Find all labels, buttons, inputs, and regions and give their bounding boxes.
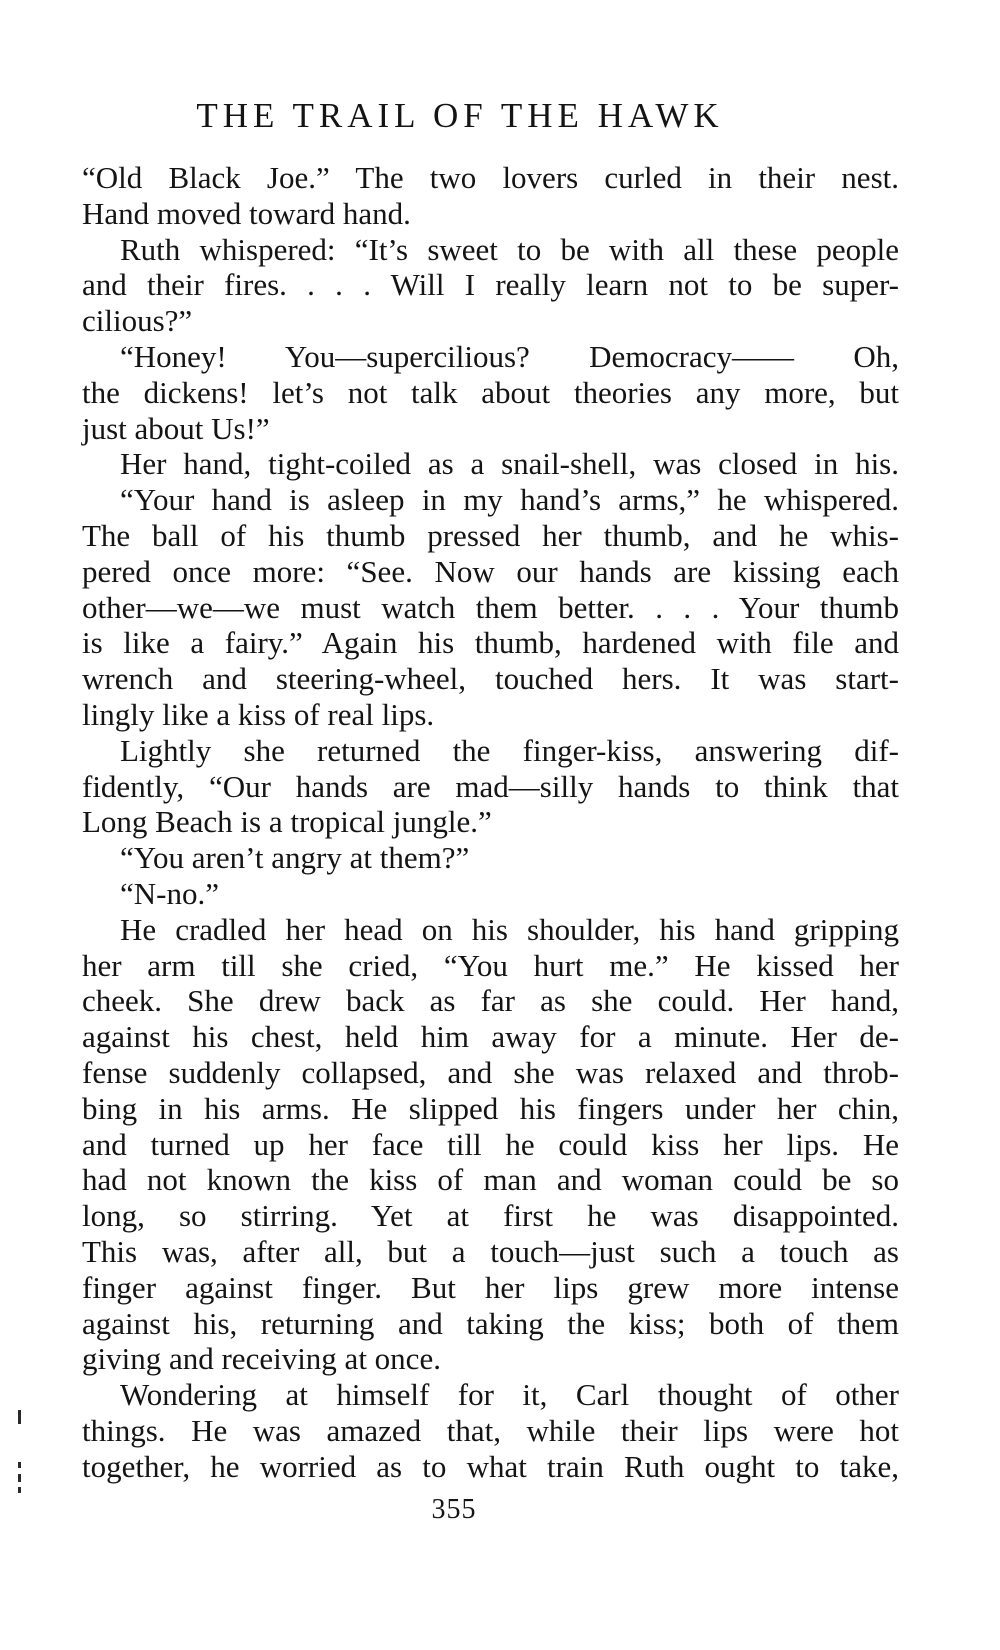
text-line: Ruth whispered: “It’s sweet to be with all these people (120, 231, 899, 267)
margin-mark (18, 1474, 21, 1482)
body-text (82, 160, 899, 1484)
margin-mark (18, 1410, 21, 1424)
text-line: Hand moved toward hand. (82, 195, 411, 231)
text-line: wrench and steering-wheel, touched hers. It was start- (82, 661, 899, 697)
text-line: just about Us!” (82, 410, 270, 446)
margin-mark (18, 1487, 21, 1493)
text-line: fense suddenly collapsed, and she was relaxed and throb- (82, 1054, 899, 1090)
text-line: Lightly she returned the finger-kiss, answering dif- (120, 732, 899, 768)
text-line: things. He was amazed that, while their lips were hot (82, 1412, 899, 1448)
text-line: the dickens! let’s not talk about theories any more, but (82, 374, 899, 410)
text-line: against his, returning and taking the kiss; both of them (82, 1305, 899, 1341)
text-line: “Old Black Joe.” The two lovers curled in their nest. (82, 160, 899, 195)
text-line: “You aren’t angry at them?” (120, 840, 470, 876)
text-line: “Your hand is asleep in my hand’s arms,” he whispered. (120, 482, 899, 518)
text-line: and turned up her face till he could kiss her lips. He (82, 1126, 899, 1162)
page-number: 355 (431, 1494, 477, 1525)
running-head: THE TRAIL OF THE HAWK (196, 96, 724, 135)
margin-mark (18, 1462, 21, 1468)
text-line: her arm till she cried, “You hurt me.” He kissed her (82, 947, 899, 983)
text-line: and their fires. . . . Will I really learn not to be super- (82, 267, 899, 303)
text-line: had not known the kiss of man and woman could be so (82, 1162, 899, 1198)
text-line: pered once more: “See. Now our hands are kissing each (82, 553, 899, 589)
text-line: Long Beach is a tropical jungle.” (82, 804, 492, 840)
text-line: “N-no.” (120, 875, 219, 911)
text-line: cilious?” (82, 303, 193, 339)
text-line: cheek. She drew back as far as she could. Her hand, (82, 983, 899, 1019)
text-line: Her hand, tight-coiled as a snail-shell, was closed in his. (120, 446, 899, 482)
text-line: together, he worried as to what train Ruth ought to take, (82, 1448, 899, 1484)
text-line: This was, after all, but a touch—just such a touch as (82, 1233, 899, 1269)
text-line: against his chest, held him away for a minute. Her de- (82, 1019, 899, 1055)
text-line: finger against finger. But her lips grew more intense (82, 1269, 899, 1305)
text-line: The ball of his thumb pressed her thumb, and he whis- (82, 517, 899, 553)
text-line: other—we—we must watch them better. . . . Your thumb (82, 589, 899, 625)
text-line: is like a fairy.” Again his thumb, hardened with file and (82, 625, 899, 661)
text-line: Wondering at himself for it, Carl thought of other (120, 1377, 899, 1413)
text-line: bing in his arms. He slipped his fingers under her chin, (82, 1090, 899, 1126)
text-line: lingly like a kiss of real lips. (82, 696, 435, 732)
text-line: long, so stirring. Yet at first he was disappointed. (82, 1198, 899, 1234)
text-line: He cradled her head on his shoulder, his hand gripping (120, 911, 899, 947)
text-line: fidently, “Our hands are mad—silly hands to think that (82, 768, 899, 804)
text-line: “Honey! You—supercilious? Democracy—— Oh, (120, 338, 899, 374)
text-line: giving and receiving at once. (82, 1341, 441, 1377)
